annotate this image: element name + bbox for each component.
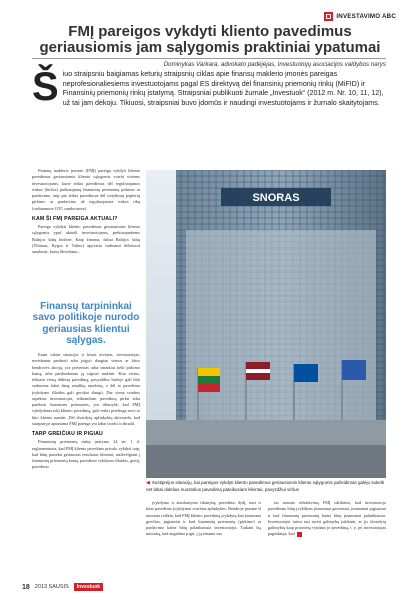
drop-cap: Š xyxy=(32,65,59,109)
paragraph-1: Pareiga vykdyti kliento pavedimus geriausiomis kliento sąlygomis ypač aktuali investuotojams, prekiaujantiems Baltijos šalių biržose. Kaip žinoma, daliai Baltijos šalių (Vilniaus, Rygos ir Talino) apyvarta vadinami debetuoti sandoriai, kurių likviduma... xyxy=(32,224,140,254)
paragraph-3: Finansinių priemonių rinkų įstatymo 24 str. 1 d. reglamentuota, kad FMĮ kliento pavedimo privalo vykdyti taip, kad būtų pasiekti geriausias rezultatas klientui, atsižvelgiant į finansinių priemonių kainą, pavedimo vykdymo išlaidas, greitį, pavedimo xyxy=(32,439,140,470)
brand-logo-icon xyxy=(324,12,333,21)
right-column xyxy=(268,500,386,538)
end-mark-icon xyxy=(297,532,302,537)
pull-quote: Finansų tarpininkai savo politikoje nurodo geriausias klientui sąlygas. xyxy=(32,301,140,346)
middle-column-text: įvykdymo ir atsiskaitymo tikimybę, pavedimo dydį, tarsi ir kitas pavedimo įvykdymui svarbias aplinkybes. Bendroje prasme ši nuostata reiškia, kad FMĮ kliento pavedimą įvykdytų kuo įmanoma greičiau, pigiausiai ir kad finansinių priemonių (pirkimo) ar pardavimo kaina būtų palankiausia investuotojui. Taikant šią nuostatą, kad angalima įrigti, į ją einama suo xyxy=(146,500,261,537)
building-illustration xyxy=(146,170,386,478)
bank-sign-text: SNORAS xyxy=(252,192,300,204)
caption-text: Sustiprėjus situacijų, kai pareigos vykdyti kliento pavedimus geriausiomis kliento sąlygomis pažeidimas galėjo sukelti net labai didelius nuostolius pavedimą pateikusiam klientui, pavyzdžiui viršus xyxy=(146,480,384,492)
byline: Dominykas Varkara, advokato padėjėjas, Investuotojų asociacijos valdybos narys xyxy=(32,58,386,68)
headline-line-2: geriausiomis jam sąlygomis praktiniai ypatumai xyxy=(39,38,381,56)
paragraph-2: Esant tokiai situacijai ir kitais atvejais, investuotojas, norėdamas parduoti arba įsigyti daugiau vienos ar kitos bendrovės akcijų, yra priverstas arba smarkiai kelti pirkimo kainą, arba parduodamas ją stipriai mažinti. Kita vertus, teikiant vieną didesnį pavedimą, pavyzdžiui biržoje gali būti sudaroma labai daug smulkių sandorių, o dėl to pavedimo įvykdymo išlaidos gali gerokai išaugti. Dar viena svarbus aspektas investuotojui, teikiančiam pavedimą pirkti arba parduoti finansines priemones, yra tikimybė, kad FMĮ vykdydama tokį kliento pavedimą, gali veikti priešinga savo ar kito kliento naudai. Dėl išvardytų aplinkybių akivaizdu, kad straipsnyje aptariama FMĮ pareiga yra labai svarbi ir aktuali. xyxy=(32,352,140,426)
page-number: 18 xyxy=(22,583,30,591)
subhead-tarp: TARP GREIČIAU IR PIGIAU xyxy=(32,431,103,437)
left-column-top xyxy=(32,168,140,255)
lead-text: iuo straipsniu baigiamas keturių straipsnių ciklas apie finansų maklerio įmonės pareigas neprofesionaliesiems investuotojams pagal ES direktyvą dėl finansinių priemonių rinkų (MiFID) ir Finansinių priemonių rinkų įstatymą. Straipsniai publikuoti žurnale „Investuok“ (2012 m. Nr. 10, 11, 12), už tai jam dėkoju. Tikiuosi, straipsniai buvo įdomūs ir naudingi investuotojams ir žurnalo skaitytojams. xyxy=(62,70,384,107)
photo-caption xyxy=(146,480,386,492)
caption-marker-icon: ◀ xyxy=(146,480,150,486)
page-footer xyxy=(22,583,103,591)
intro-paragraph: Finansų maklerio įmonės (FMĮ) pareiga vykdyti kliento pavedimus geriausiomis kliento sąlygomis svarbi visiems investuotojams, kurie teikia pavedimus dėl reguliuojamos rinkos (biržos) prekiaujamų finansinių priemonių pirkimo ar pardavimo, taip pat teikia pavedimus dėl tretybinių popierių pirkimo ar pardavimo už reguliuojamos rinkos ribų (vadinamose OTC sandoriuose). xyxy=(32,168,140,211)
bank-building-photo xyxy=(146,170,386,478)
magazine-brand: Investuok xyxy=(74,583,103,591)
headline-line-1: FMĮ pareigos vykdyti kliento pavedimus xyxy=(68,23,352,40)
section-header xyxy=(324,12,396,21)
issue-label: 2013 SAUSIS xyxy=(34,584,69,590)
lead-paragraph xyxy=(32,65,386,109)
subhead-kam: KAM ŠI FMĮ PAREIGA AKTUALI? xyxy=(32,215,118,222)
article-headline xyxy=(30,24,390,55)
section-label: INVESTAVIMO ABC xyxy=(336,13,396,20)
left-column-bottom xyxy=(32,352,140,471)
right-column-text: tas nustato reikalavimą FMĮ užtikrinti, kad investuotojo pavedimas būtų įvykdytas įmanomai geriausiai, įmanomai pigiausiai ir kad finansinių priemonių kaina būtų įmanomai palankiausia. Investuotojui turint tasi turėti galimybę įsitikinti, ar jis išvardytų galimybių kaip prioritetą vykdant jo pavedimą, t. y. jei investuotojas pageidauja, kad xyxy=(268,500,386,537)
middle-column xyxy=(146,500,261,538)
